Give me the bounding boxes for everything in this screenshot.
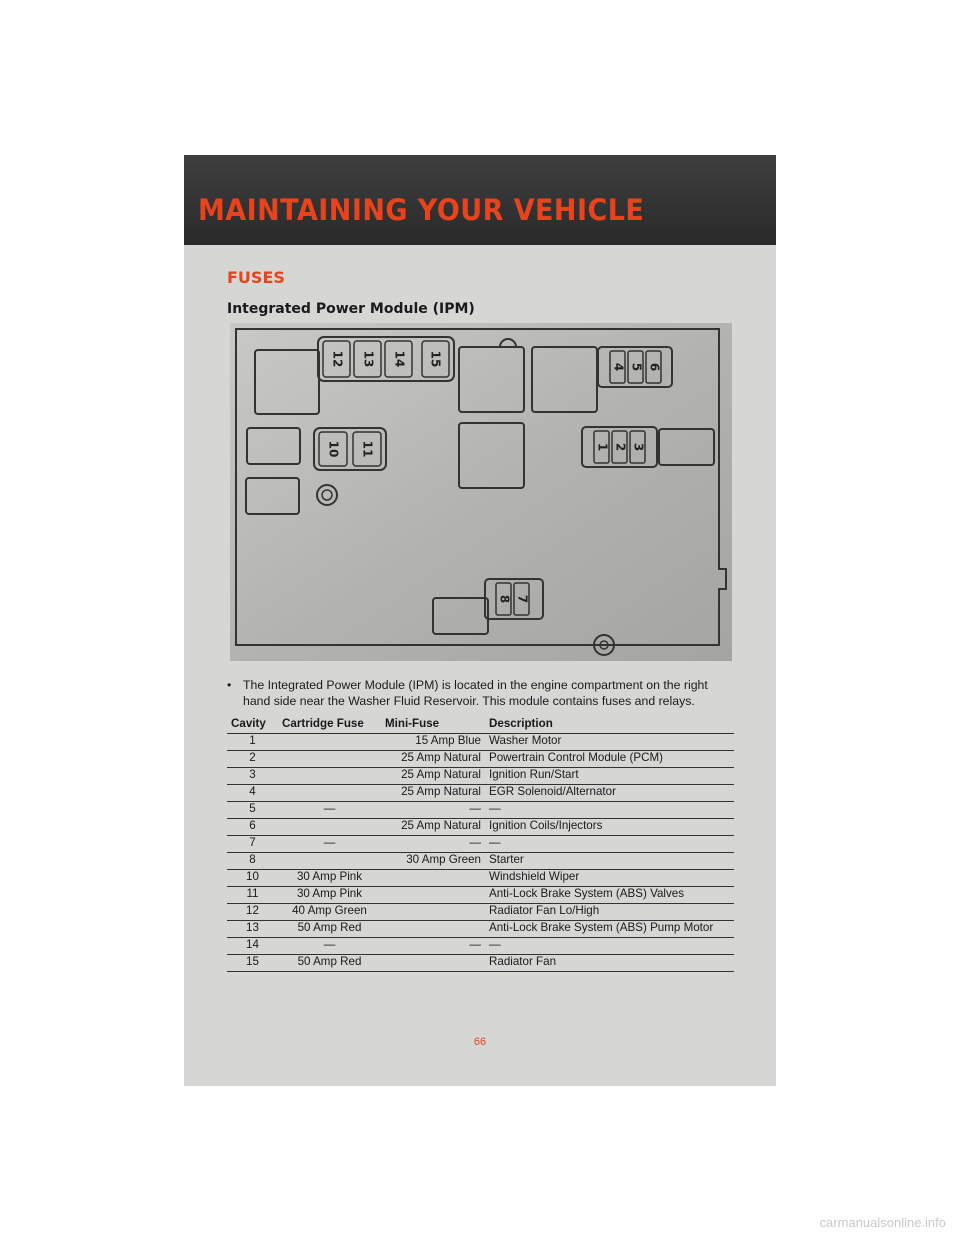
- mini-fuse-cell: —: [381, 802, 485, 819]
- description-cell: Washer Motor: [485, 734, 734, 751]
- table-row: [227, 785, 734, 802]
- cartridge-fuse-cell: [278, 819, 381, 836]
- mini-fuse-cell: [381, 887, 485, 904]
- fuse-label-2: 2: [613, 442, 628, 452]
- mini-fuse-cell: 25 Amp Natural: [381, 751, 485, 768]
- cavity-cell: 8: [227, 853, 278, 870]
- mini-fuse-cell: [381, 955, 485, 972]
- table-row: [227, 802, 734, 819]
- cartridge-fuse-cell: [278, 785, 381, 802]
- cartridge-fuse-cell: [278, 768, 381, 785]
- mini-fuse-cell: [381, 904, 485, 921]
- watermark-text: carmanualsonline.info: [819, 1215, 946, 1230]
- fuse-label-8: 8: [497, 594, 512, 604]
- mini-fuse-cell: 15 Amp Blue: [381, 734, 485, 751]
- table-row: [227, 734, 734, 751]
- description-cell: Anti-Lock Brake System (ABS) Valves: [485, 887, 734, 904]
- fuse-label-13: 13: [361, 350, 376, 368]
- mini-fuse-cell: —: [381, 836, 485, 853]
- ipm-fuse-diagram: [230, 323, 732, 661]
- cavity-cell: 3: [227, 768, 278, 785]
- table-row: [227, 955, 734, 972]
- cartridge-fuse-cell: [278, 734, 381, 751]
- table-row: [227, 751, 734, 768]
- cartridge-fuse-cell: —: [278, 836, 381, 853]
- column-header-cartridge-fuse: Cartridge Fuse: [278, 714, 381, 734]
- fuse-label-7: 7: [515, 594, 530, 604]
- cavity-cell: 7: [227, 836, 278, 853]
- description-cell: Radiator Fan Lo/High: [485, 904, 734, 921]
- cavity-cell: 2: [227, 751, 278, 768]
- mini-fuse-cell: 30 Amp Green: [381, 853, 485, 870]
- header-bar: [184, 155, 776, 245]
- cartridge-fuse-cell: —: [278, 802, 381, 819]
- cartridge-fuse-cell: 50 Amp Red: [278, 921, 381, 938]
- fuse-label-14: 14: [392, 350, 407, 368]
- cavity-cell: 10: [227, 870, 278, 887]
- cartridge-fuse-cell: [278, 853, 381, 870]
- description-cell: Starter: [485, 853, 734, 870]
- fuse-label-6: 6: [647, 362, 662, 372]
- cartridge-fuse-cell: —: [278, 938, 381, 955]
- fuse-label-4: 4: [611, 362, 626, 372]
- description-cell: EGR Solenoid/Alternator: [485, 785, 734, 802]
- table-row: [227, 819, 734, 836]
- fuse-table-body: [227, 734, 734, 972]
- description-cell: Anti-Lock Brake System (ABS) Pump Motor: [485, 921, 734, 938]
- cavity-cell: 5: [227, 802, 278, 819]
- table-row: [227, 904, 734, 921]
- mini-fuse-cell: [381, 870, 485, 887]
- cavity-cell: 13: [227, 921, 278, 938]
- fuse-label-12: 12: [330, 350, 345, 368]
- table-header-row: [227, 714, 734, 734]
- mini-fuse-cell: 25 Amp Natural: [381, 819, 485, 836]
- bullet-text: The Integrated Power Module (IPM) is located in the engine compartment on the right hand side near the Washer Fluid Reservoir. This module contains fuses and relays.: [243, 678, 708, 708]
- column-header-description: Description: [485, 714, 734, 734]
- section-title: FUSES: [227, 268, 285, 287]
- cavity-cell: 4: [227, 785, 278, 802]
- mini-fuse-cell: 25 Amp Natural: [381, 785, 485, 802]
- cavity-cell: 6: [227, 819, 278, 836]
- fuse-table: [227, 714, 734, 972]
- fuse-label-15: 15: [428, 350, 443, 368]
- table-row: [227, 870, 734, 887]
- table-row: [227, 768, 734, 785]
- table-row: [227, 921, 734, 938]
- cavity-cell: 11: [227, 887, 278, 904]
- page-header-title: MAINTAINING YOUR VEHICLE: [198, 193, 645, 227]
- diagram-background: [230, 323, 732, 661]
- mini-fuse-cell: [381, 921, 485, 938]
- subsection-title: Integrated Power Module (IPM): [227, 301, 475, 317]
- cartridge-fuse-cell: [278, 751, 381, 768]
- fuse-label-1: 1: [595, 442, 610, 452]
- page-number: 66: [473, 1036, 487, 1048]
- fuse-label-10: 10: [326, 440, 341, 458]
- table-row: [227, 938, 734, 955]
- mini-fuse-cell: —: [381, 938, 485, 955]
- description-cell: Powertrain Control Module (PCM): [485, 751, 734, 768]
- manual-page: [184, 155, 776, 1086]
- bullet-dot: •: [227, 678, 232, 692]
- description-cell: Ignition Run/Start: [485, 768, 734, 785]
- cavity-cell: 12: [227, 904, 278, 921]
- description-cell: —: [485, 802, 734, 819]
- cavity-cell: 1: [227, 734, 278, 751]
- cavity-cell: 15: [227, 955, 278, 972]
- column-header-cavity: Cavity: [227, 714, 278, 734]
- description-cell: Windshield Wiper: [485, 870, 734, 887]
- fuse-label-5: 5: [629, 362, 644, 372]
- table-row: [227, 853, 734, 870]
- mini-fuse-cell: 25 Amp Natural: [381, 768, 485, 785]
- description-cell: —: [485, 938, 734, 955]
- cartridge-fuse-cell: 30 Amp Pink: [278, 887, 381, 904]
- cavity-cell: 14: [227, 938, 278, 955]
- fuse-label-3: 3: [631, 442, 646, 452]
- description-cell: Radiator Fan: [485, 955, 734, 972]
- table-row: [227, 836, 734, 853]
- description-cell: —: [485, 836, 734, 853]
- description-cell: Ignition Coils/Injectors: [485, 819, 734, 836]
- fuse-label-11: 11: [360, 440, 375, 458]
- cartridge-fuse-cell: 40 Amp Green: [278, 904, 381, 921]
- column-header-mini-fuse: Mini-Fuse: [381, 714, 485, 734]
- cartridge-fuse-cell: 30 Amp Pink: [278, 870, 381, 887]
- ipm-location-note: [227, 677, 737, 709]
- cartridge-fuse-cell: 50 Amp Red: [278, 955, 381, 972]
- table-row: [227, 887, 734, 904]
